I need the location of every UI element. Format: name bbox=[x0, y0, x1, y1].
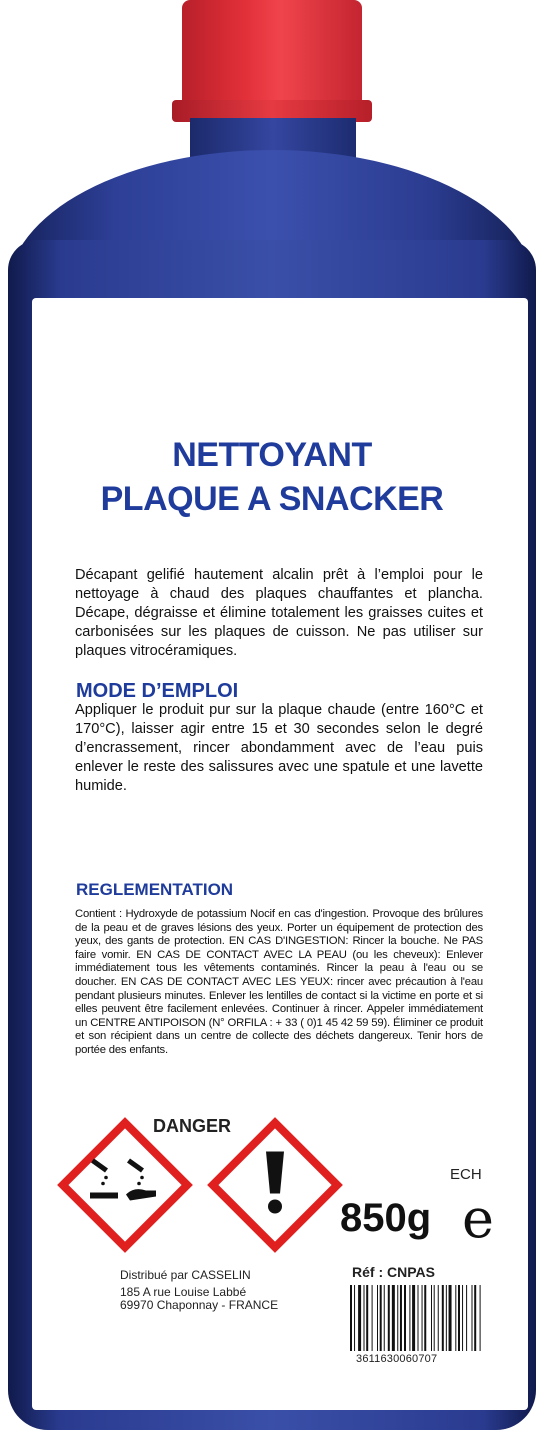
corrosion-icon bbox=[86, 1153, 164, 1218]
product-title-line1: NETTOYANT bbox=[172, 436, 372, 474]
barcode-bar bbox=[412, 1285, 415, 1351]
barcode-bar bbox=[392, 1285, 395, 1351]
barcode-bar bbox=[372, 1285, 373, 1351]
mode-emploi-text: Appliquer le produit pur sur la plaque chaude (entre 160°C et 170°C), laisser agir entre 15 et 30 secondes selon le degré d’encrassement, rincer abondamment avec de l’eau puis enlever le reste des salissures avec une spatule et une lavette humide. bbox=[75, 702, 483, 794]
barcode-bar bbox=[350, 1285, 352, 1351]
barcode-bar bbox=[474, 1285, 476, 1351]
reglementation-text: Contient : Hydroxyde de potassium Nocif en cas d'ingestion. Provoque des brûlures de la peau et de graves lésions des yeux. Porter un équipement de protection des yeux, des gants de protection. EN CAS D'INGESTION: Rincer la bouche. Ne PAS faire vomir. EN CAS DE CONTACT AVEC LA PEAU (ou les cheveux): Enlever immédiatement tous les vêtements contaminés. Rincer la peau à l'eau ou se doucher. EN CAS DE CONTACT AVEC LES YEUX: rincer avec précaution à l'eau pendant plusieurs minutes. Enlever les lentilles de contact si la victime en porte et si elles peuvent être facilement enlevées. Continuer à rincer. Appeler immédiatement un CENTRE ANTIPOISON (N° ORFILA : + 33 ( 0)1 45 42 59 59). Éliminer ce produit et son récipient dans un centre de collecte des déchets dangereux. Tenir hors de portée des enfants. bbox=[75, 908, 483, 1056]
barcode-bar bbox=[438, 1285, 439, 1351]
barcode-bar bbox=[400, 1285, 402, 1351]
product-description: Décapant gelifié hautement alcalin prêt à l’emploi pour le nettoyage à chaud des plaques chauffantes et plancha. Décape, dégraisse et élimine totalement les graisses cuites et carbonisées sur les plaques de cuisson. Ne pas utiliser sur plaques vitrocéramiques. bbox=[75, 567, 483, 659]
barcode-bar bbox=[366, 1285, 368, 1351]
barcode-bar bbox=[354, 1285, 355, 1351]
barcode-bar bbox=[446, 1285, 447, 1351]
barcode-bar bbox=[380, 1285, 382, 1351]
reference-code: Réf : CNPAS bbox=[352, 1264, 435, 1280]
barcode-bar bbox=[455, 1285, 456, 1351]
barcode-bar bbox=[458, 1285, 460, 1351]
distributor-city: 69970 Chaponnay - FRANCE bbox=[120, 1298, 279, 1312]
barcode bbox=[350, 1285, 520, 1351]
barcode-bar bbox=[388, 1285, 390, 1351]
barcode-bar bbox=[358, 1285, 361, 1351]
mode-emploi-heading: MODE D’EMPLOI bbox=[76, 680, 239, 702]
barcode-bar bbox=[472, 1285, 473, 1351]
product-title-line2: PLAQUE A SNACKER bbox=[100, 480, 444, 518]
exclamation-icon bbox=[260, 1148, 290, 1223]
net-weight: 850g bbox=[340, 1196, 432, 1240]
barcode-bar bbox=[449, 1285, 452, 1351]
barcode-bar bbox=[442, 1285, 444, 1351]
barcode-bar bbox=[404, 1285, 406, 1351]
barcode-bar bbox=[424, 1285, 426, 1351]
distributor-name: Distribué par CASSELIN bbox=[120, 1268, 251, 1282]
barcode-bar bbox=[377, 1285, 378, 1351]
estimated-sign-icon: e bbox=[462, 1187, 494, 1250]
barcode-bar bbox=[397, 1285, 398, 1351]
barcode-bar bbox=[480, 1285, 481, 1351]
distributor-address: 185 A rue Louise Labbé bbox=[120, 1285, 247, 1299]
barcode-bar bbox=[434, 1285, 435, 1351]
barcode-bar bbox=[462, 1285, 463, 1351]
danger-signal-word: DANGER bbox=[153, 1116, 232, 1136]
ech-label: ECH bbox=[450, 1166, 482, 1183]
barcode-bar bbox=[364, 1285, 365, 1351]
barcode-bar bbox=[422, 1285, 423, 1351]
barcode-bar bbox=[418, 1285, 419, 1351]
barcode-bar bbox=[466, 1285, 467, 1351]
barcode-bar bbox=[409, 1285, 410, 1351]
barcode-bar bbox=[431, 1285, 432, 1351]
reglementation-heading: REGLEMENTATION bbox=[76, 880, 234, 899]
barcode-bar bbox=[384, 1285, 385, 1351]
barcode-number: 3611630060707 bbox=[356, 1353, 438, 1365]
